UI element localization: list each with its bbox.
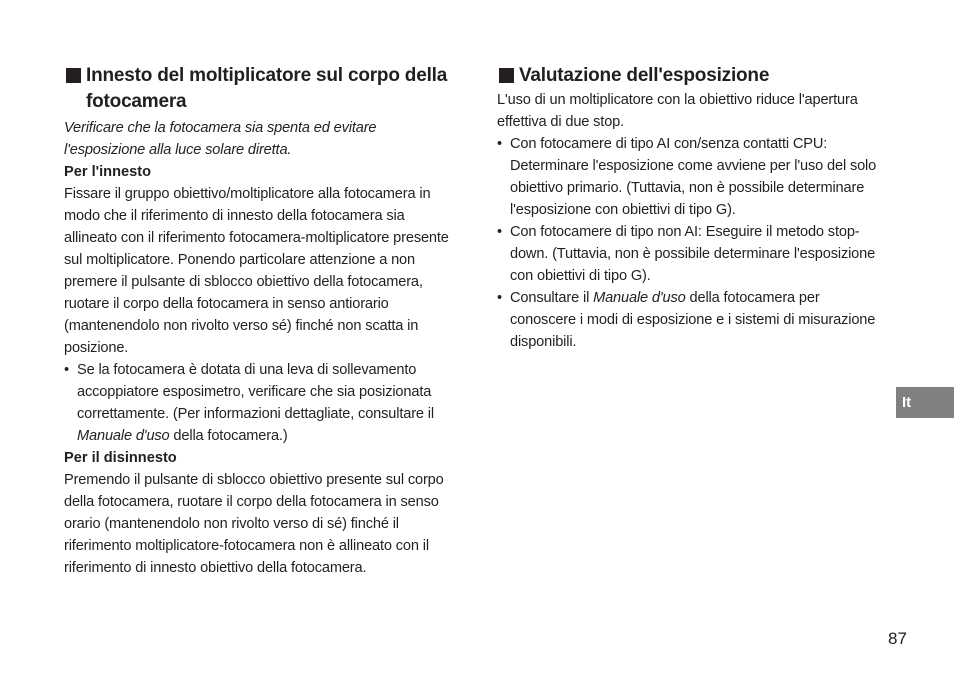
bullet-icon: • <box>497 224 502 240</box>
bullet-text: Con fotocamere di tipo AI con/senza contatti CPU: Determinare l'esposizione come avviene per l'uso del solo obiettivo primario. (Tuttavia, non è possibile determinare l'esposizione con obiettivi di tipo G). <box>510 136 877 218</box>
heading-square-icon <box>66 68 81 83</box>
subheading-mount: Per l'innesto <box>64 164 151 180</box>
exposure-bullet-list <box>497 133 887 353</box>
list-item <box>497 287 887 353</box>
section-heading-exposure <box>497 63 887 89</box>
mount-instructions: Fissare il gruppo obiettivo/moltiplicatore alla fotocamera in modo che il riferimento di innesto della fotocamera sia allineato con il riferimento fotocamera-moltiplicatore presente sul moltiplicatore. Ponendo particolare attenzione a non premere il pulsante di sblocco obiettivo della fotocamera, ruotare il corpo della fotocamera in senso antiorario (mantenendolo non rivolto verso sé) finché non scatta in posizione. <box>64 186 449 356</box>
heading-square-icon <box>499 68 514 83</box>
subheading-unmount: Per il disinnesto <box>64 450 177 466</box>
bullet-text: Consultare il <box>510 290 594 306</box>
bullet-text-end: della fotocamera per conoscere i modi di esposizione e i sistemi di misurazione disponibili. <box>510 290 876 350</box>
list-item <box>64 359 456 447</box>
mount-bullet-list <box>64 359 456 447</box>
bullet-text: Con fotocamere di tipo non AI: Eseguire il metodo stop-down. (Tuttavia, non è possibile determinare l'esposizione con obiettivi di tipo G). <box>510 224 876 284</box>
bullet-icon: • <box>497 290 502 306</box>
heading-text: Innesto del moltiplicatore sul corpo della fotocamera <box>86 65 448 112</box>
list-item <box>497 221 887 287</box>
page-number: 87 <box>888 629 907 648</box>
exposure-intro: L'uso di un moltiplicatore con la obiettivo riduce l'apertura effettiva di due stop. <box>497 92 858 130</box>
language-tab: It <box>896 387 954 418</box>
list-item <box>497 133 887 221</box>
section-heading-mounting <box>64 63 456 115</box>
manual-reference: Manuale d'uso <box>593 290 686 306</box>
warning-note: Verificare che la fotocamera sia spenta ed evitare l'esposizione alla luce solare diretta. <box>64 120 377 158</box>
bullet-icon: • <box>497 136 502 152</box>
manual-reference: Manuale d'uso <box>77 428 170 444</box>
right-column <box>497 63 887 353</box>
bullet-text: Se la fotocamera è dotata di una leva di sollevamento accoppiatore esposimetro, verificare che sia posizionata correttamente. (Per informazioni dettagliate, consultare il <box>77 362 434 422</box>
unmount-instructions: Premendo il pulsante di sblocco obiettivo presente sul corpo della fotocamera, ruotare il corpo della fotocamera in senso orario (mantenendolo non rivolto verso di sé) finché il riferimento moltiplicatore-fotocamera non è allineato con il riferimento di innesto obiettivo della fotocamera. <box>64 472 444 576</box>
bullet-text-end: della fotocamera.) <box>169 428 288 444</box>
left-column <box>64 63 456 579</box>
bullet-icon: • <box>64 362 69 378</box>
heading-text: Valutazione dell'esposizione <box>519 65 770 86</box>
